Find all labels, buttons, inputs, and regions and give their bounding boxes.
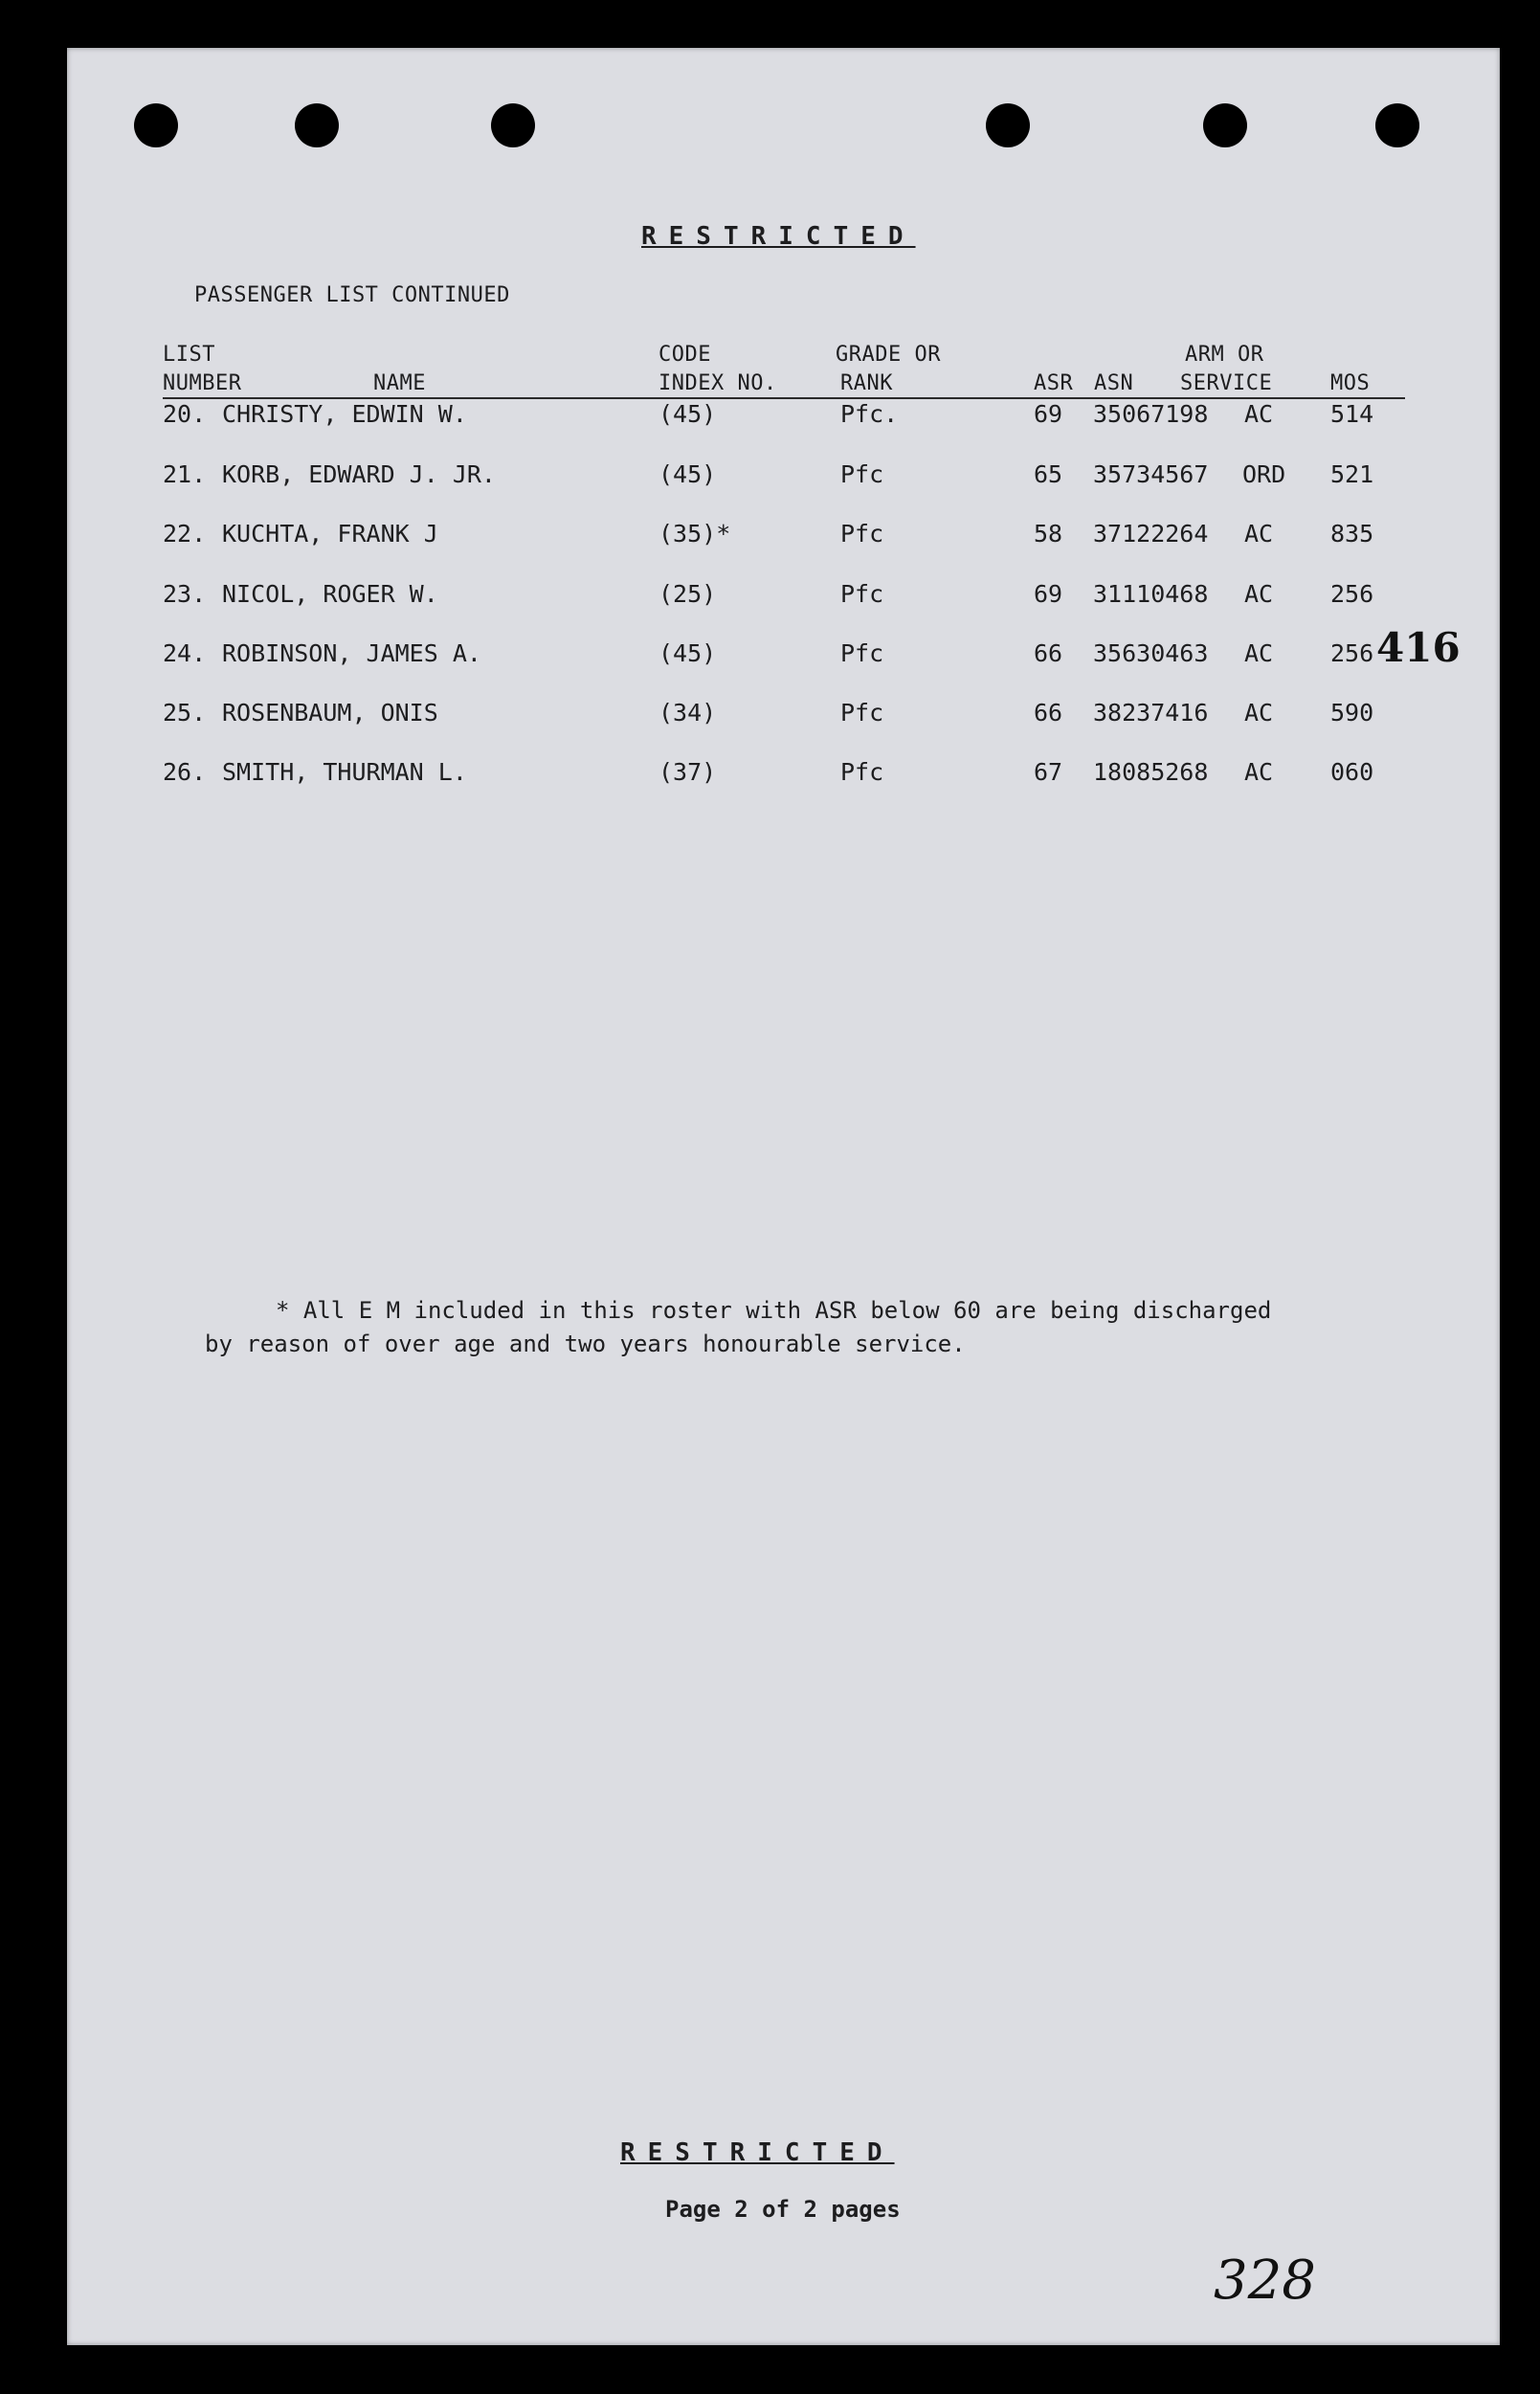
punch-hole [295, 103, 339, 147]
row-asr: 58 [1034, 520, 1063, 548]
row-name: NICOL, ROGER W. [222, 580, 438, 608]
row-code: (45) [658, 460, 717, 488]
row-grade: Pfc [840, 758, 884, 786]
page-stamp-number: 416 [1376, 624, 1461, 671]
punch-hole [491, 103, 535, 147]
row-number: 20. [163, 400, 207, 428]
handwritten-number: 328 [1214, 2249, 1316, 2312]
row-mos: 256 [1330, 639, 1374, 667]
row-code: (45) [658, 400, 717, 428]
row-asn: 38237416 [1093, 699, 1209, 727]
row-asn: 31110468 [1093, 580, 1209, 608]
row-name: ROSENBAUM, ONIS [222, 699, 438, 727]
row-mos: 256 [1330, 580, 1374, 608]
row-asr: 69 [1034, 580, 1063, 608]
row-grade: Pfc [840, 639, 884, 667]
row-grade: Pfc [840, 520, 884, 548]
row-code: (34) [658, 699, 717, 727]
col-list-number-2: NUMBER [163, 371, 242, 395]
row-number: 25. [163, 699, 207, 727]
row-asn: 35067198 [1093, 400, 1209, 428]
header-rule [163, 397, 1405, 399]
row-number: 24. [163, 639, 207, 667]
footnote-line-1: * All E M included in this roster with ASR below 60 are being discharged [276, 1297, 1272, 1324]
row-asr: 66 [1034, 699, 1063, 727]
col-asr: ASR [1034, 371, 1074, 395]
row-grade: Pfc [840, 699, 884, 727]
col-code-2: INDEX NO. [658, 371, 777, 395]
row-name: KUCHTA, FRANK J [222, 520, 438, 548]
row-name: KORB, EDWARD J. JR. [222, 460, 496, 488]
row-mos: 835 [1330, 520, 1374, 548]
row-mos: 590 [1330, 699, 1374, 727]
row-name: SMITH, THURMAN L. [222, 758, 467, 786]
punch-hole [1375, 103, 1419, 147]
row-code: (25) [658, 580, 717, 608]
row-asr: 65 [1034, 460, 1063, 488]
footnote-line-2: by reason of over age and two years honourable service. [205, 1331, 966, 1357]
col-list-number-1: LIST [163, 343, 215, 367]
row-number: 22. [163, 520, 207, 548]
row-asn: 37122264 [1093, 520, 1209, 548]
list-subtitle: PASSENGER LIST CONTINUED [194, 283, 510, 307]
row-asr: 69 [1034, 400, 1063, 428]
punch-hole [1203, 103, 1247, 147]
row-arm: AC [1244, 580, 1274, 608]
col-name: NAME [373, 371, 426, 395]
row-grade: Pfc [840, 460, 884, 488]
col-arm-2: SERVICE [1180, 371, 1273, 395]
row-asr: 66 [1034, 639, 1063, 667]
page-label: Page 2 of 2 pages [665, 2196, 901, 2223]
row-arm: AC [1244, 400, 1274, 428]
row-asn: 18085268 [1093, 758, 1209, 786]
row-arm: ORD [1242, 460, 1286, 488]
punch-hole [986, 103, 1030, 147]
col-grade-1: GRADE OR [836, 343, 941, 367]
row-mos: 060 [1330, 758, 1374, 786]
row-number: 21. [163, 460, 207, 488]
row-number: 26. [163, 758, 207, 786]
col-grade-2: RANK [840, 371, 893, 395]
row-arm: AC [1244, 758, 1274, 786]
col-asn: ASN [1094, 371, 1134, 395]
row-mos: 521 [1330, 460, 1374, 488]
row-mos: 514 [1330, 400, 1374, 428]
row-code: (35)* [658, 520, 731, 548]
row-arm: AC [1244, 699, 1274, 727]
punch-hole [134, 103, 178, 147]
page-title: RESTRICTED [641, 222, 916, 251]
row-asn: 35630463 [1093, 639, 1209, 667]
row-name: ROBINSON, JAMES A. [222, 639, 481, 667]
row-code: (37) [658, 758, 717, 786]
document-page [67, 48, 1500, 2345]
col-arm-1: ARM OR [1185, 343, 1264, 367]
row-arm: AC [1244, 639, 1274, 667]
row-number: 23. [163, 580, 207, 608]
row-grade: Pfc. [840, 400, 899, 428]
footer-title: RESTRICTED [620, 2138, 895, 2167]
row-grade: Pfc [840, 580, 884, 608]
row-asn: 35734567 [1093, 460, 1209, 488]
row-asr: 67 [1034, 758, 1063, 786]
row-name: CHRISTY, EDWIN W. [222, 400, 467, 428]
col-mos: MOS [1330, 371, 1371, 395]
col-code-1: CODE [658, 343, 711, 367]
row-arm: AC [1244, 520, 1274, 548]
row-code: (45) [658, 639, 717, 667]
